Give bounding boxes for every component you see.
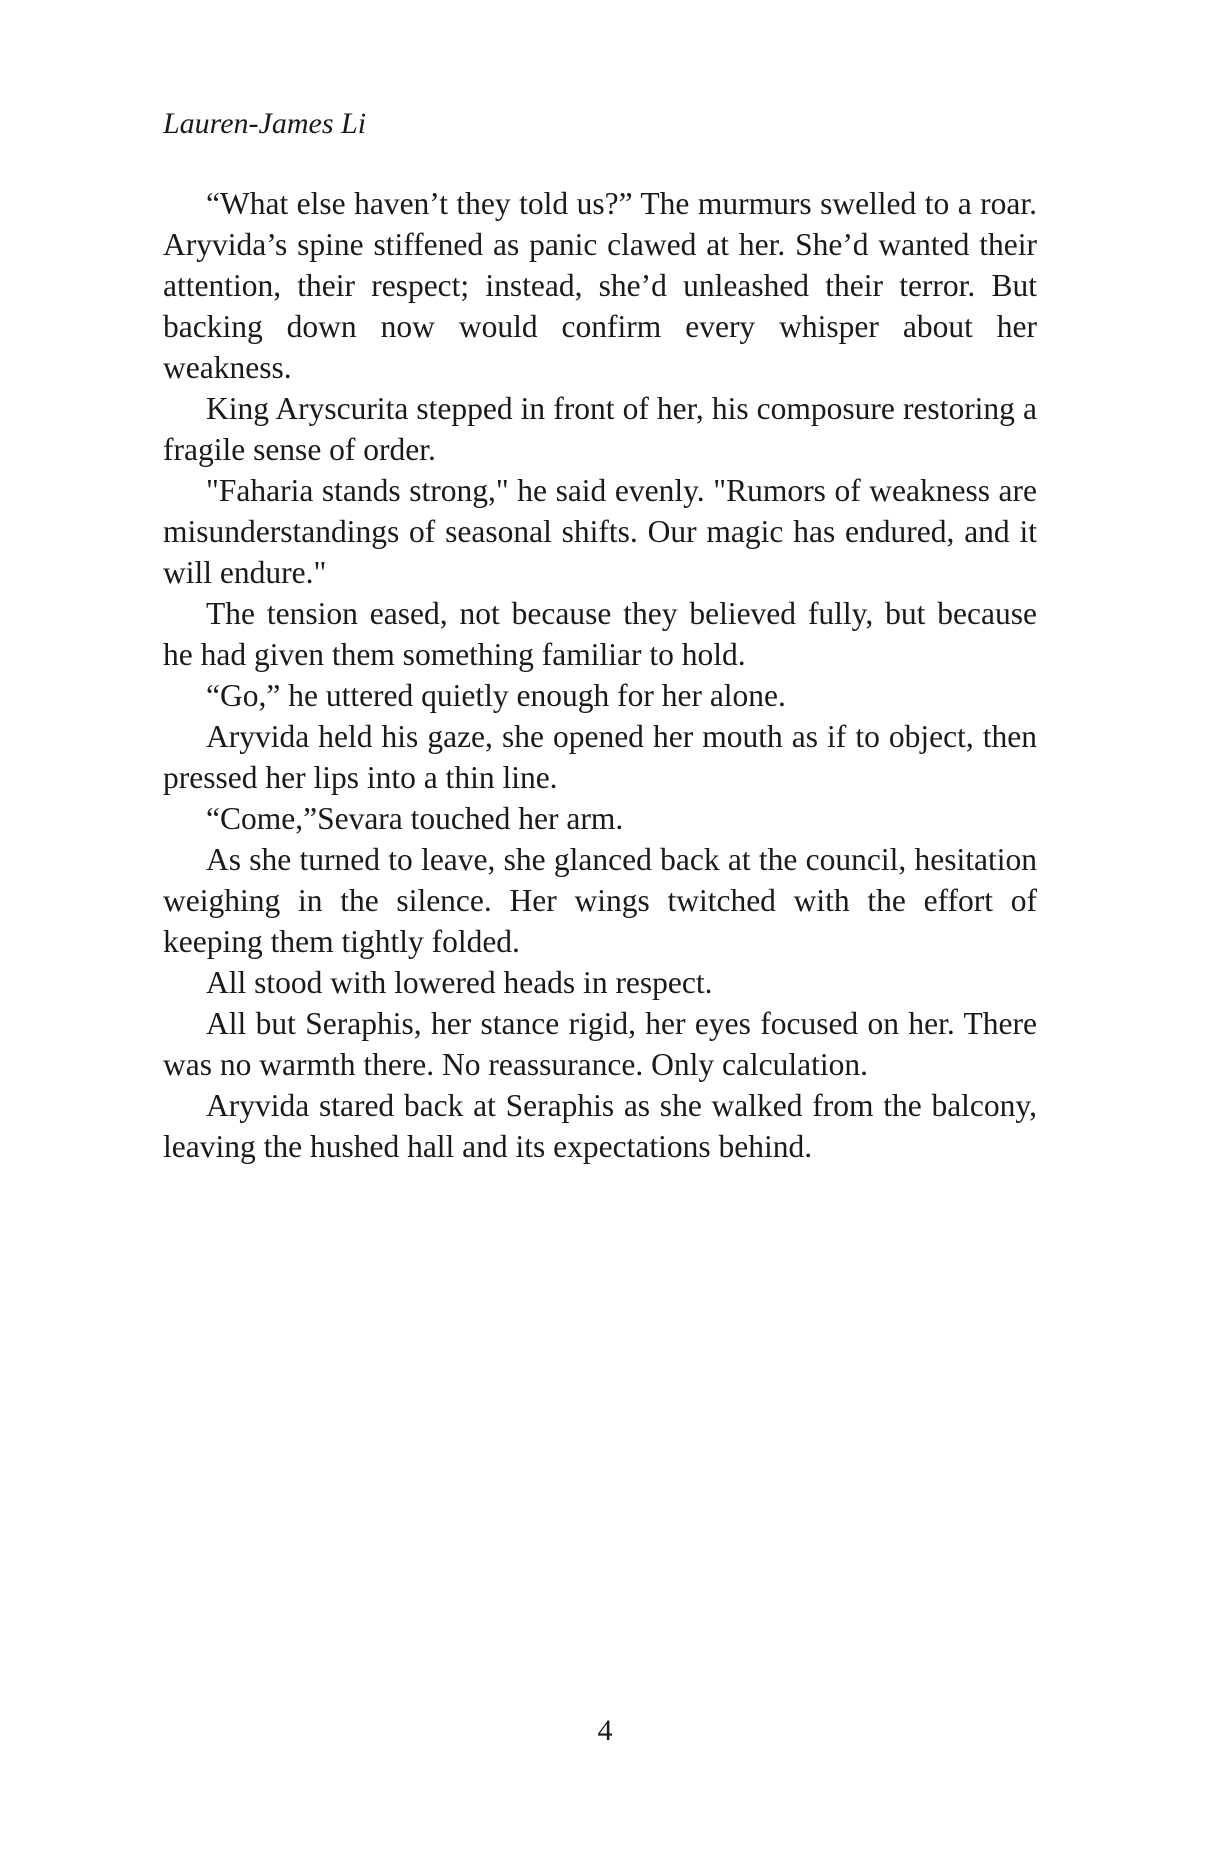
paragraph: The tension eased, not because they believed fully, but because he had given them something familiar to hold. xyxy=(163,596,1037,672)
running-head-author: Lauren-James Li xyxy=(163,107,367,140)
paragraph: All stood with lowered heads in respect. xyxy=(206,965,713,1000)
paragraph: Aryvida stared back at Seraphis as she walked from the balcony, leaving the hushed hall and its expectations behind. xyxy=(163,1088,1037,1164)
paragraph: “Come,”Sevara touched her arm. xyxy=(206,801,624,836)
body-text xyxy=(163,183,1037,1167)
paragraph: All but Seraphis, her stance rigid, her eyes focused on her. There was no warmth there. No reassurance. Only calculation. xyxy=(163,1006,1037,1082)
paragraph: “What else haven’t they told us?” The murmurs swelled to a roar. Aryvida’s spine stiffened as panic clawed at her. She’d wanted their attention, their respect; instead, she’d unleashed their terror. But backing down now would confirm every whisper about her weakness. xyxy=(163,186,1037,385)
paragraph: As she turned to leave, she glanced back at the council, hesitation weighing in the silence. Her wings twitched with the effort of keeping them tightly folded. xyxy=(163,842,1037,959)
paragraph: "Faharia stands strong," he said evenly. "Rumors of weakness are misunderstandings of seasonal shifts. Our magic has endured, and it will endure." xyxy=(163,473,1037,590)
paragraph: “Go,” he uttered quietly enough for her alone. xyxy=(206,678,786,713)
paragraph: Aryvida held his gaze, she opened her mouth as if to object, then pressed her lips into a thin line. xyxy=(163,719,1037,795)
page-number: 4 xyxy=(597,1714,613,1747)
paragraph: King Aryscurita stepped in front of her, his composure restoring a fragile sense of order. xyxy=(163,391,1037,467)
